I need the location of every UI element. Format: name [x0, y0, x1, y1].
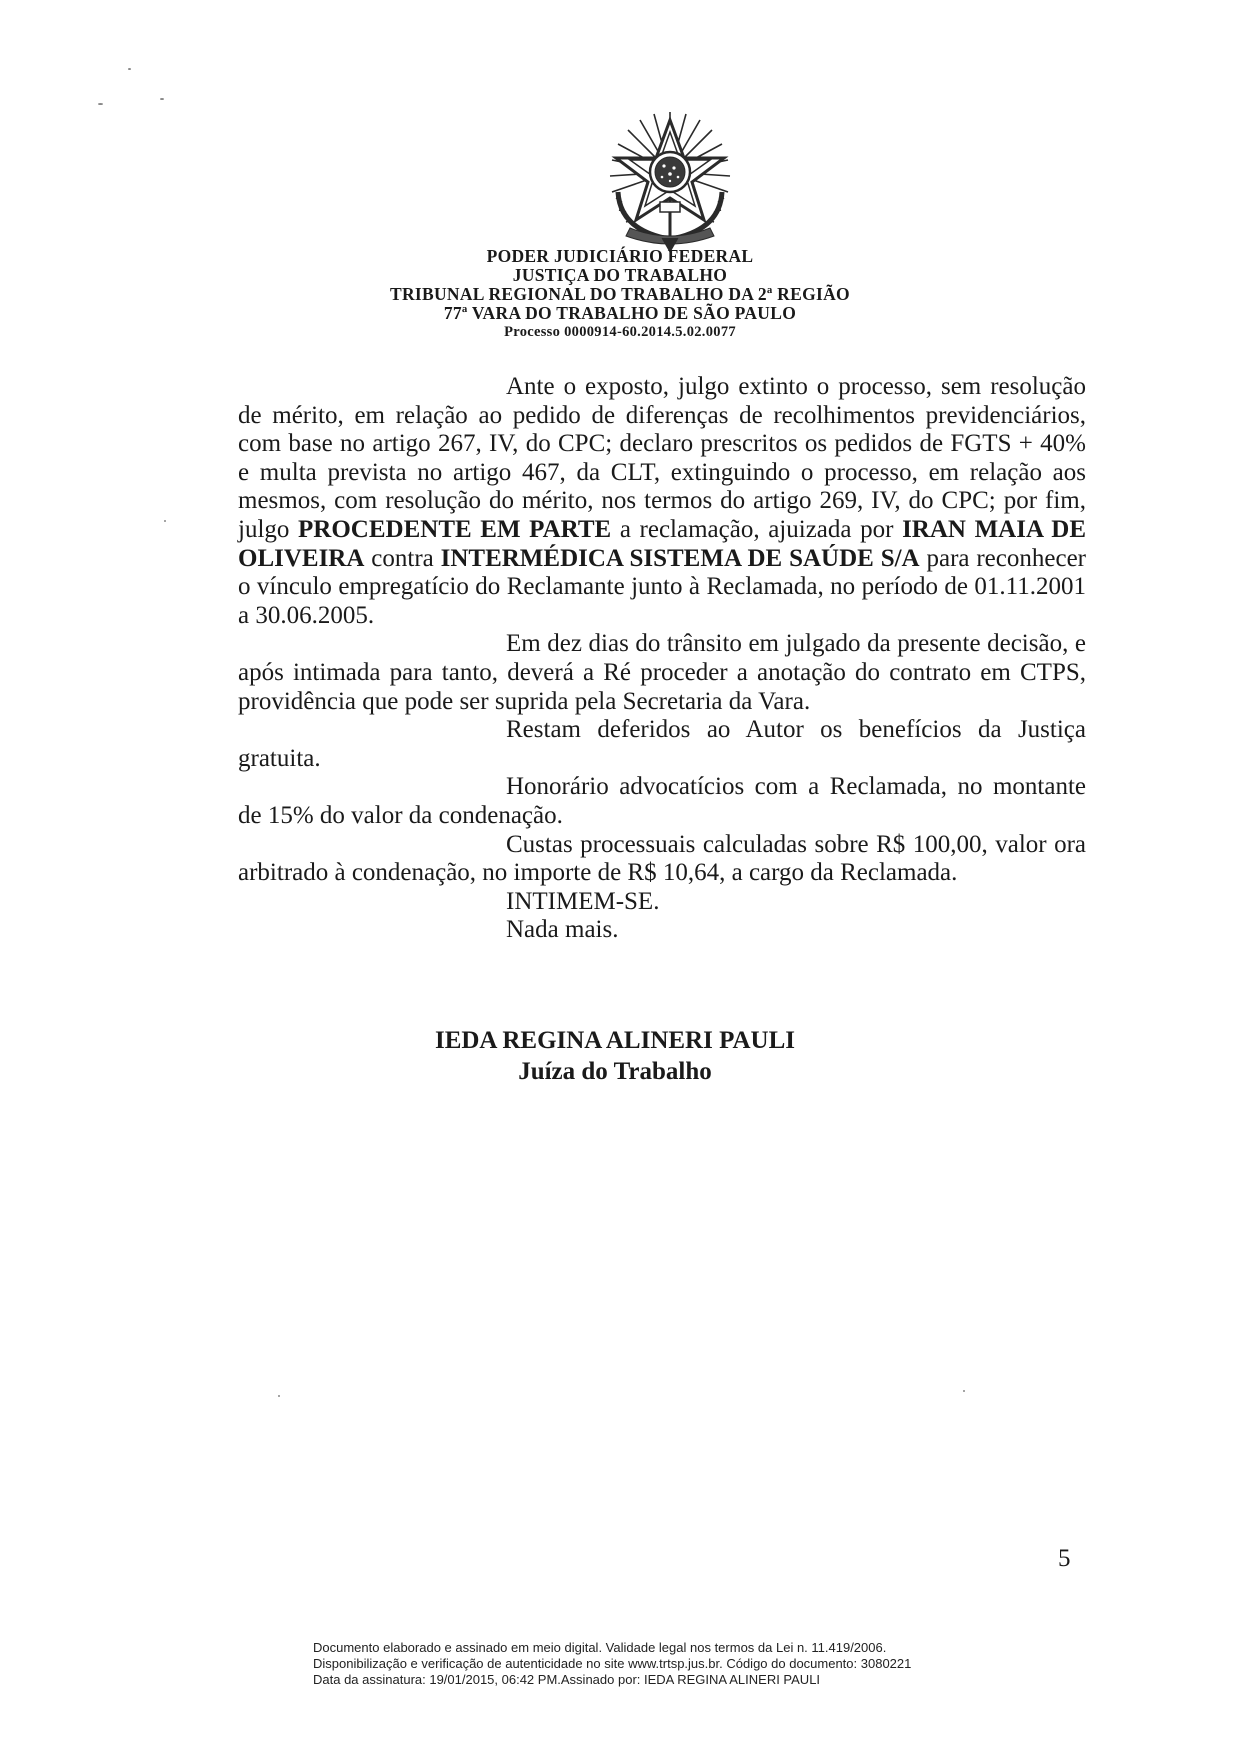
- paragraph-text: contra: [364, 544, 441, 572]
- process-number: Processo 0000914-60.2014.5.02.0077: [504, 324, 736, 340]
- scan-speck: [128, 68, 131, 70]
- paragraph-conclusion: [238, 373, 1086, 630]
- paragraph-free-justice: Restam deferidos ao Autor os benefícios da Justiça gratuita.: [238, 716, 1086, 772]
- verdict-text: PROCEDENTE EM PARTE: [298, 515, 612, 543]
- footer-validity: Documento elaborado e assinado em meio digital. Validade legal nos termos da Lei n. 11.419/2006.: [313, 1640, 887, 1655]
- header-institution: PODER JUDICIÁRIO FEDERAL: [486, 246, 754, 266]
- header-tribunal: TRIBUNAL REGIONAL DO TRABALHO DA 2ª REGIÃO: [390, 284, 850, 304]
- document-header: [0, 247, 1240, 342]
- paragraph-ctps: Em dez dias do trânsito em julgado da presente decisão, e após intimada para tanto, deverá a Ré proceder a anotação do contrato em CTPS, providência que pode ser suprida pela Secretaria da Vara.: [238, 630, 1086, 715]
- header-court: 77ª VARA DO TRABALHO DE SÃO PAULO: [443, 303, 797, 323]
- scan-speck: [278, 1395, 280, 1397]
- signature-block: [0, 1025, 1230, 1087]
- paragraph-fees: Honorário advocatícios com a Reclamada, no montante de 15% do valor da condenação.: [238, 773, 1086, 829]
- decision-body: [238, 373, 1086, 945]
- footer-signature-date: Data da assinatura: 19/01/2015, 06:42 PM.Assinado por: IEDA REGINA ALINERI PAULI: [313, 1672, 821, 1687]
- scan-speck: [98, 103, 103, 105]
- defendant-name: INTERMÉDICA SISTEMA DE SAÚDE S/A: [440, 544, 920, 572]
- judge-name: IEDA REGINA ALINERI PAULI: [434, 1027, 796, 1054]
- judge-title: Juíza do Trabalho: [518, 1058, 712, 1085]
- digital-signature-footer: [313, 1640, 911, 1688]
- paragraph-text: Ante o exposto, julgo extinto o processo, sem resolução de mérito, em relação ao pedido de diferenças de recolhimentos previdenciários, com base no artigo 267, IV, do CPC; declaro prescritos os pedidos de FGTS + 40% e multa prevista no artigo 467, da CLT, extinguindo o processo, em relação aos mesmos, com resolução do mérito, nos termos do artigo 269, IV, do CPC; por fim, julgo: [238, 373, 1086, 543]
- paragraph-notify: INTIMEM-SE.: [506, 887, 660, 915]
- paragraph-closing: Nada mais.: [506, 916, 619, 944]
- plaintiff-name: IRAN MAIA DE OLIVEIRA: [238, 515, 1086, 572]
- header-justice-branch: JUSTIÇA DO TRABALHO: [512, 265, 728, 285]
- paragraph-text: para reconhecer o vínculo empregatício do Reclamante junto à Reclamada, no período de 01.11.2001 a 30.06.2005.: [238, 544, 1086, 629]
- paragraph-costs: Custas processuais calculadas sobre R$ 100,00, valor ora arbitrado à condenação, no importe de R$ 10,64, a cargo da Reclamada.: [238, 830, 1086, 887]
- scan-speck: [963, 1390, 965, 1392]
- scan-speck: [164, 520, 166, 522]
- page-number: 5: [1058, 1545, 1071, 1572]
- footer-verification: Disponibilização e verificação de autenticidade no site www.trtsp.jus.br. Código do documento: 3080221: [313, 1656, 912, 1671]
- paragraph-text: a reclamação, ajuizada por: [611, 515, 903, 543]
- scan-speck: [160, 98, 164, 100]
- brazil-coat-of-arms-icon: [590, 110, 750, 255]
